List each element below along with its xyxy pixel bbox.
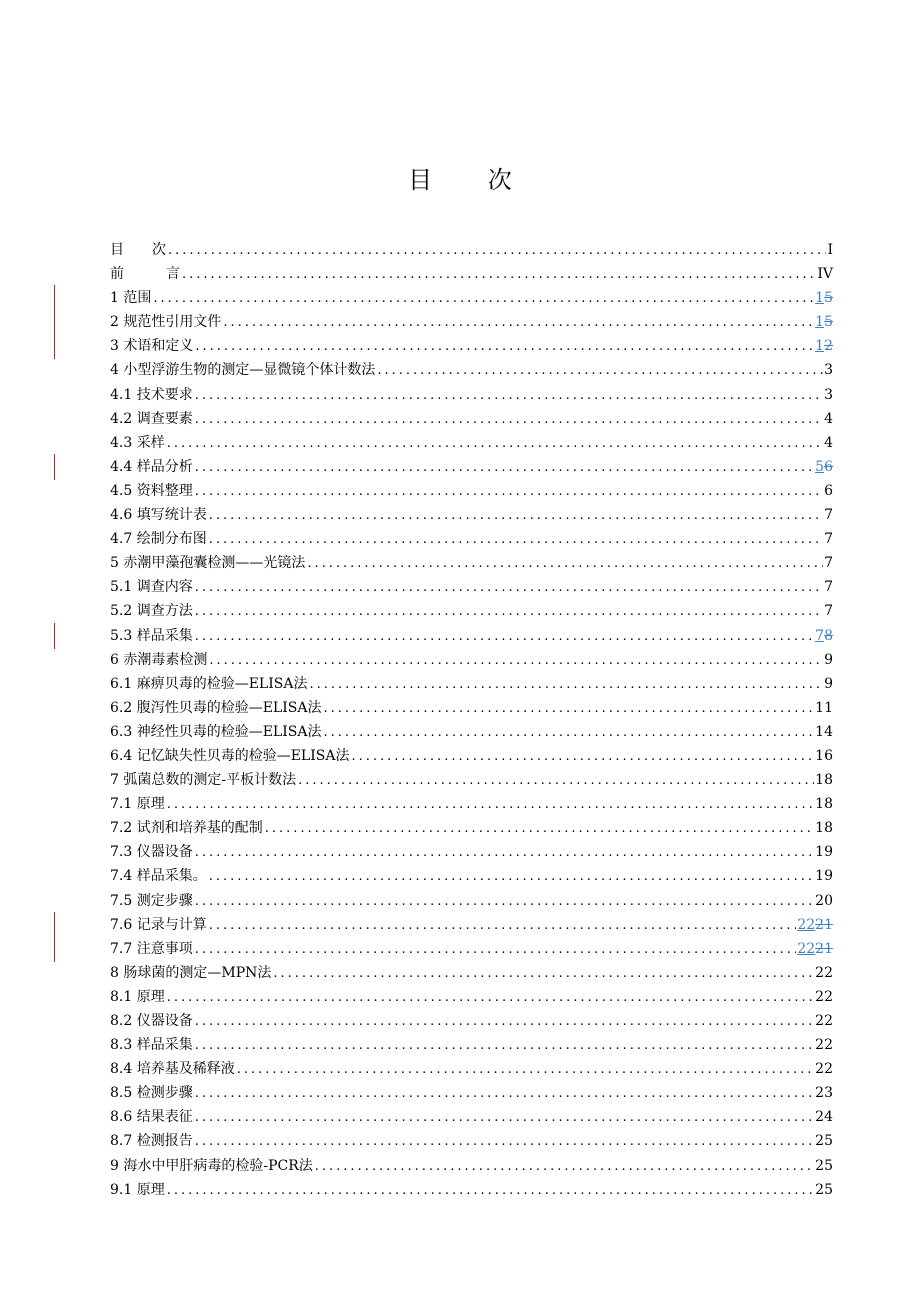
toc-entry-label: 8.5 检测步骤 xyxy=(110,1085,193,1102)
toc-entry[interactable] xyxy=(110,358,833,382)
toc-dot-leader xyxy=(195,1082,814,1106)
toc-entry[interactable] xyxy=(110,527,833,551)
toc-page-number: 19 xyxy=(815,844,833,861)
toc-dot-leader xyxy=(195,600,823,624)
toc-entry[interactable] xyxy=(110,792,833,816)
toc-entry-label: 7.3 仪器设备 xyxy=(110,844,193,861)
toc-dot-leader xyxy=(195,1034,814,1058)
toc-entry[interactable] xyxy=(110,1033,833,1057)
toc-entry[interactable] xyxy=(110,1154,833,1178)
toc-dot-leader xyxy=(315,1155,814,1179)
toc-dot-leader xyxy=(195,480,823,504)
toc-entry-label: 6.1 麻痹贝毒的检验—ELISA法 xyxy=(110,675,308,692)
toc-entry[interactable] xyxy=(110,1105,833,1129)
toc-entry[interactable] xyxy=(110,1178,833,1202)
toc-page-number: IV xyxy=(817,266,833,283)
toc-dot-leader xyxy=(265,817,814,841)
toc-dot-leader xyxy=(195,335,814,359)
toc-page-number: 6 xyxy=(824,482,833,499)
toc-page-inserted: 22 xyxy=(797,916,816,933)
toc-entry[interactable] xyxy=(110,455,833,479)
toc-entry-label: 前 言 xyxy=(110,266,180,283)
toc-entry-label: 8.2 仪器设备 xyxy=(110,1013,193,1029)
toc-entry[interactable] xyxy=(110,816,833,840)
toc-entry[interactable] xyxy=(110,744,833,768)
toc-entry-label: 7 弧菌总数的测定-平板计数法 xyxy=(110,772,297,789)
toc-entry[interactable] xyxy=(110,720,833,744)
toc-page-number: 25 xyxy=(815,1181,833,1198)
toc-dot-leader xyxy=(195,384,823,408)
toc-page-inserted: 7 xyxy=(815,627,825,644)
revision-change-bar xyxy=(54,454,55,480)
toc-dot-leader xyxy=(195,408,823,432)
toc-page-deleted: 5 xyxy=(824,314,833,331)
toc-entry[interactable] xyxy=(110,503,833,527)
toc-entry[interactable] xyxy=(110,575,833,599)
toc-page-inserted: 1 xyxy=(815,290,825,307)
toc-entry[interactable] xyxy=(110,985,833,1009)
toc-entry[interactable] xyxy=(110,913,833,937)
toc-entry-label: 4.6 填写统计表 xyxy=(110,507,207,524)
toc-entry[interactable] xyxy=(110,624,833,648)
toc-entry-label: 7.7 注意事项 xyxy=(110,940,193,957)
toc-entry[interactable] xyxy=(110,262,833,286)
toc-page-number: 3 xyxy=(824,362,833,379)
toc-dot-leader xyxy=(168,239,826,263)
toc-entry-label: 8.4 培养基及稀释液 xyxy=(110,1061,235,1078)
toc-entry-label: 7.4 样品采集。 xyxy=(110,868,207,885)
toc-page-number: 16 xyxy=(815,747,833,764)
revision-change-bar xyxy=(54,333,55,359)
toc-entry[interactable] xyxy=(110,286,833,310)
toc-entry-label: 8 肠球菌的测定—MPN法 xyxy=(110,964,272,981)
toc-page-deleted: 2 xyxy=(824,338,833,355)
toc-entry-label: 5 赤潮甲藻孢囊检测——光镜法 xyxy=(110,555,306,572)
toc-page-number: 25 xyxy=(815,1157,833,1174)
page-title: 目 次 xyxy=(408,166,536,194)
toc-page-number xyxy=(796,913,833,937)
toc-entry-label: 7.5 测定步骤 xyxy=(110,892,193,909)
toc-page-deleted: 21 xyxy=(815,940,833,957)
toc-page-number: 22 xyxy=(815,988,833,1005)
toc-page-number: 4 xyxy=(824,434,833,451)
toc-page-inserted: 1 xyxy=(815,338,825,355)
toc-entry[interactable] xyxy=(110,696,833,720)
toc-entry[interactable] xyxy=(110,407,833,431)
toc-entry-label: 4.3 采样 xyxy=(110,434,165,451)
toc-page-number: 9 xyxy=(824,651,833,668)
toc-entry-label: 4.2 调查要素 xyxy=(110,410,193,427)
toc-entry[interactable] xyxy=(110,648,833,672)
toc-dot-leader xyxy=(209,914,797,938)
toc-page-deleted: 8 xyxy=(824,627,833,644)
toc-page-deleted: 6 xyxy=(824,458,833,475)
toc-page-number xyxy=(814,286,833,310)
toc-entry[interactable] xyxy=(110,864,833,888)
toc-dot-leader xyxy=(209,649,823,673)
toc-entry[interactable] xyxy=(110,840,833,864)
toc-page-number: 7 xyxy=(824,603,833,620)
toc-dot-leader xyxy=(195,1106,814,1130)
toc-entry[interactable] xyxy=(110,383,833,407)
toc-entry[interactable] xyxy=(110,238,833,262)
toc-page-number: 22 xyxy=(815,1061,833,1078)
toc-entry-label: 8.7 检测报告 xyxy=(110,1133,193,1150)
toc-dot-leader xyxy=(195,938,797,962)
toc-dot-leader xyxy=(167,793,814,817)
toc-dot-leader xyxy=(167,432,823,456)
toc-page-number: 23 xyxy=(815,1085,833,1102)
toc-dot-leader xyxy=(237,1058,814,1082)
toc-entry-label: 7.1 原理 xyxy=(110,796,165,813)
toc-page-number: 4 xyxy=(824,410,833,427)
toc-entry[interactable] xyxy=(110,479,833,503)
table-of-contents xyxy=(110,238,833,1202)
toc-page-number: I xyxy=(827,242,833,258)
toc-entry[interactable] xyxy=(110,889,833,913)
toc-page-number: 7 xyxy=(824,579,833,596)
toc-entry-label: 4 小型浮游生物的测定—显微镜个体计数法 xyxy=(110,362,376,379)
toc-dot-leader xyxy=(323,721,814,745)
toc-page-deleted: 21 xyxy=(815,916,833,933)
toc-entry-label: 8.3 样品采集 xyxy=(110,1037,193,1054)
toc-page-number: 25 xyxy=(815,1133,833,1150)
toc-page-number: 11 xyxy=(815,699,833,716)
toc-page-inserted: 22 xyxy=(797,940,816,957)
toc-entry[interactable] xyxy=(110,334,833,358)
toc-entry[interactable] xyxy=(110,551,833,575)
toc-dot-leader xyxy=(351,745,814,769)
toc-page-number: 14 xyxy=(815,723,833,740)
revision-change-bar xyxy=(54,912,55,938)
toc-page-number xyxy=(814,310,833,334)
toc-entry[interactable] xyxy=(110,937,833,961)
toc-dot-leader xyxy=(195,625,814,649)
revision-change-bar xyxy=(54,936,55,962)
toc-page-number xyxy=(814,455,833,479)
toc-entry[interactable] xyxy=(110,672,833,696)
toc-dot-leader xyxy=(307,552,823,576)
toc-entry-label: 9.1 原理 xyxy=(110,1181,165,1198)
toc-entry-label: 3 术语和定义 xyxy=(110,338,194,355)
toc-entry-label: 7.6 记录与计算 xyxy=(110,916,207,933)
toc-entry-label: 6 赤潮毒素检测 xyxy=(110,651,208,668)
toc-page-inserted: 1 xyxy=(815,314,825,331)
revision-change-bar xyxy=(54,623,55,649)
toc-dot-leader xyxy=(209,865,814,889)
toc-entry-label: 8.1 原理 xyxy=(110,988,165,1005)
toc-page-number: 3 xyxy=(824,386,833,403)
toc-dot-leader xyxy=(153,287,814,311)
toc-entry-label: 1 范围 xyxy=(110,290,152,307)
toc-page-number: 22 xyxy=(815,1037,833,1054)
toc-entry-label: 目 次 xyxy=(110,242,166,258)
toc-page-number xyxy=(796,937,833,961)
toc-page-number: 7 xyxy=(824,531,833,548)
toc-entry-label: 6.3 神经性贝毒的检验—ELISA法 xyxy=(110,723,322,740)
toc-page-number: 19 xyxy=(815,868,833,885)
toc-dot-leader xyxy=(377,359,823,383)
toc-page-number: 20 xyxy=(815,892,833,909)
toc-entry[interactable] xyxy=(110,1081,833,1105)
toc-page-number: 22 xyxy=(815,964,833,981)
toc-dot-leader xyxy=(273,962,814,986)
toc-entry-label: 4.1 技术要求 xyxy=(110,386,193,403)
toc-dot-leader xyxy=(195,1010,814,1034)
toc-entry-label: 5.3 样品采集 xyxy=(110,627,193,644)
revision-change-bar xyxy=(54,285,55,311)
toc-entry-label: 5.2 调查方法 xyxy=(110,603,193,620)
toc-entry-label: 6.4 记忆缺失性贝毒的检验—ELISA法 xyxy=(110,747,350,764)
toc-entry[interactable] xyxy=(110,599,833,623)
toc-page-number: 9 xyxy=(824,675,833,692)
toc-dot-leader xyxy=(209,504,823,528)
toc-entry-label: 9 海水中甲肝病毒的检验-PCR法 xyxy=(110,1157,313,1174)
toc-dot-leader xyxy=(195,456,814,480)
toc-page-number xyxy=(814,334,833,358)
toc-dot-leader xyxy=(167,1179,814,1203)
toc-dot-leader xyxy=(209,528,823,552)
toc-page-inserted: 5 xyxy=(815,458,825,475)
toc-entry[interactable] xyxy=(110,1009,833,1033)
toc-entry-label: 4.7 绘制分布图 xyxy=(110,531,207,548)
toc-entry-label: 8.6 结果表征 xyxy=(110,1109,193,1126)
toc-dot-leader xyxy=(323,697,814,721)
toc-entry-label: 4.4 样品分析 xyxy=(110,458,193,475)
toc-dot-leader xyxy=(195,890,814,914)
toc-page-number: 18 xyxy=(815,796,833,813)
toc-page-number: 7 xyxy=(824,555,833,572)
toc-page-number: 18 xyxy=(815,820,833,837)
toc-page-number: 7 xyxy=(824,507,833,524)
toc-page-number: 24 xyxy=(815,1109,833,1126)
toc-page-number: 18 xyxy=(815,772,833,789)
toc-entry[interactable] xyxy=(110,310,833,334)
toc-page-deleted: 5 xyxy=(824,290,833,307)
toc-dot-leader xyxy=(195,576,823,600)
toc-dot-leader xyxy=(182,263,816,287)
toc-dot-leader xyxy=(309,673,823,697)
toc-entry[interactable] xyxy=(110,1057,833,1081)
toc-entry[interactable] xyxy=(110,1129,833,1153)
toc-entry[interactable] xyxy=(110,768,833,792)
toc-entry-label: 4.5 资料整理 xyxy=(110,482,193,499)
toc-dot-leader xyxy=(195,841,814,865)
toc-page-number xyxy=(814,624,833,648)
toc-entry[interactable] xyxy=(110,961,833,985)
toc-dot-leader xyxy=(195,1130,814,1154)
toc-dot-leader xyxy=(223,311,814,335)
toc-dot-leader xyxy=(298,769,814,793)
toc-entry[interactable] xyxy=(110,431,833,455)
revision-change-bar xyxy=(54,309,55,335)
toc-page-number: 22 xyxy=(815,1013,833,1029)
toc-dot-leader xyxy=(167,986,814,1010)
toc-entry-label: 6.2 腹泻性贝毒的检验—ELISA法 xyxy=(110,699,322,716)
toc-entry-label: 5.1 调查内容 xyxy=(110,579,193,596)
toc-entry-label: 2 规范性引用文件 xyxy=(110,314,222,331)
toc-entry-label: 7.2 试剂和培养基的配制 xyxy=(110,820,263,837)
